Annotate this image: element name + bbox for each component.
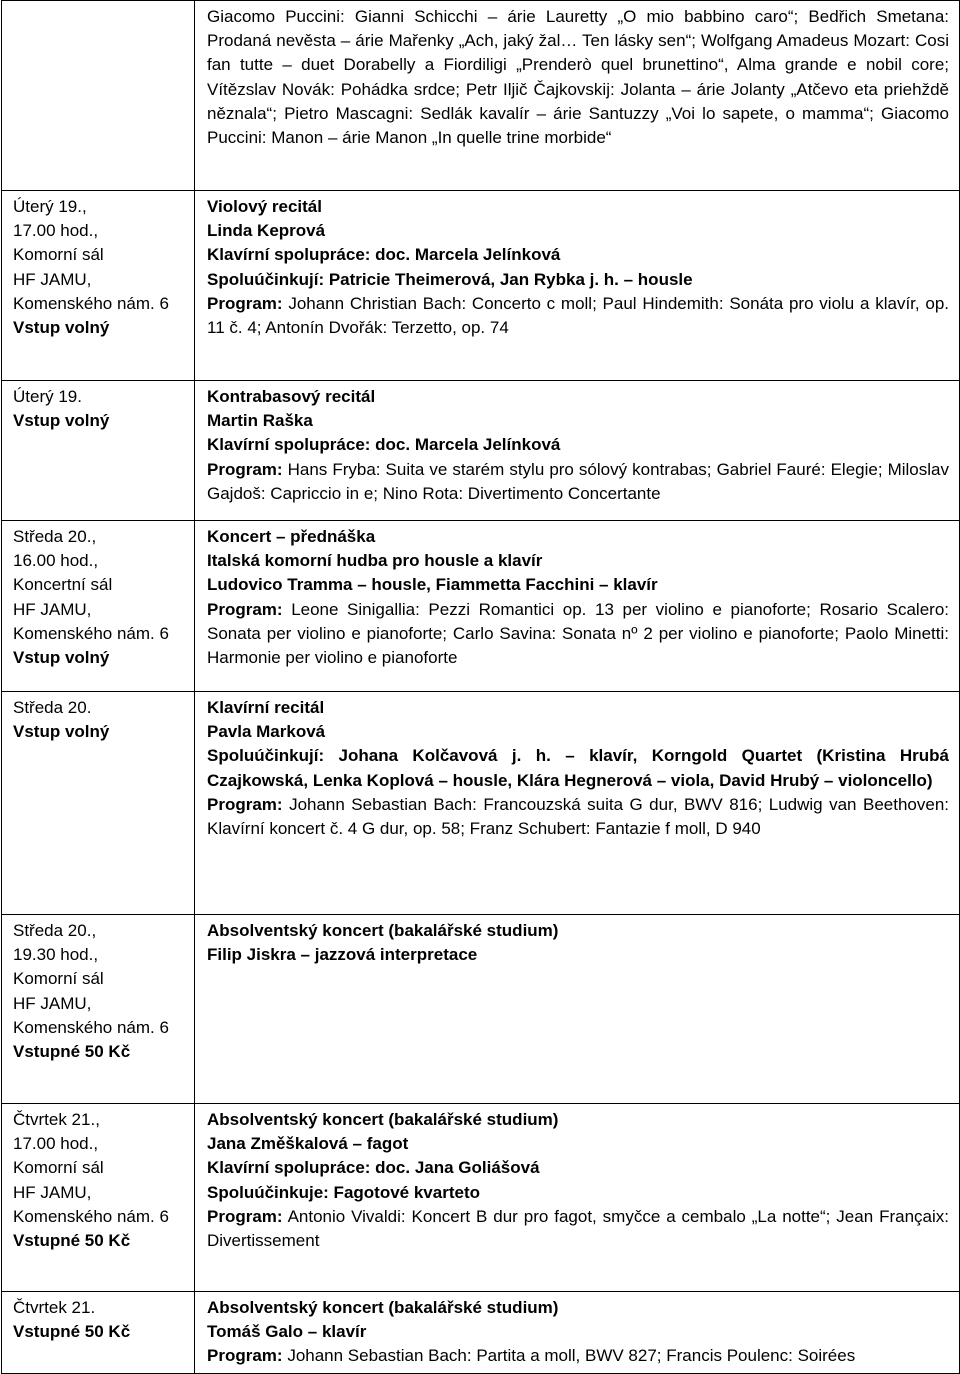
concert-schedule-table: [1, 0, 960, 1374]
performer-name: Martin Raška: [207, 411, 313, 431]
program-label: Program:: [207, 794, 283, 814]
program-label: Program:: [207, 599, 283, 619]
event-admission: Vstupné 50 Kč: [13, 1322, 131, 1342]
event-admission: Vstupné 50 Kč: [13, 1231, 131, 1251]
event-program: [207, 1205, 949, 1253]
event-admission: Vstupné 50 Kč: [13, 1042, 131, 1062]
piano-accompaniment: Klavírní spolupráce: doc. Jana Goliášová: [207, 1158, 540, 1178]
performer-name: Jana Změškalová – fagot: [207, 1134, 409, 1154]
schedule-row: [2, 692, 960, 915]
event-venue: HF JAMU,: [13, 1182, 92, 1202]
event-title: Kontrabasový recitál: [207, 387, 376, 406]
performer-name: Pavla Marková: [207, 722, 326, 742]
event-admission: Vstup volný: [13, 648, 110, 668]
event-hall: Komorní sál: [13, 245, 104, 265]
event-address: Komenského nám. 6: [13, 1206, 169, 1226]
event-info-cell: [2, 1292, 195, 1374]
event-venue: HF JAMU,: [13, 993, 92, 1013]
event-info-cell: [2, 915, 195, 1104]
schedule-row: [2, 915, 960, 1104]
program-label: Program:: [207, 1206, 283, 1226]
event-time: 17.00 hod.,: [13, 1134, 99, 1154]
event-venue: HF JAMU,: [13, 599, 92, 619]
event-details-cell: [195, 191, 960, 381]
program-text: Johann Sebastian Bach: Partita a moll, BWV 827; Francis Poulenc: Soirées: [287, 1346, 856, 1366]
event-details-cell: [195, 521, 960, 692]
event-program: [207, 793, 949, 841]
schedule-row: [2, 1292, 960, 1374]
event-subtitle: Italská komorní hudba pro housle a klavír: [207, 551, 543, 571]
schedule-row: [2, 521, 960, 692]
event-title: Absolventský koncert (bakalářské studium): [207, 1110, 559, 1129]
event-admission: Vstup volný: [13, 318, 110, 338]
event-date: Středa 20.,: [13, 527, 97, 546]
event-title: Absolventský koncert (bakalářské studium): [207, 1298, 559, 1317]
event-date: Čtvrtek 21.,: [13, 1110, 100, 1129]
program-label: Program:: [207, 1346, 283, 1366]
event-title: Absolventský koncert (bakalářské studium): [207, 921, 559, 940]
program-text: Hans Fryba: Suita ve starém stylu pro sólový kontrabas; Gabriel Fauré: Elegie; Miloslav Gajdoš: Capriccio in e; Nino Rota: Divertimento Concertante: [207, 459, 949, 503]
event-date: Čtvrtek 21.: [13, 1298, 96, 1317]
performer-name: Linda Keprová: [207, 221, 326, 241]
event-program: [207, 292, 949, 340]
event-details-cell: [195, 1292, 960, 1374]
event-details-cell: [195, 381, 960, 521]
program-label: Program:: [207, 459, 283, 479]
event-date: Středa 20.,: [13, 921, 97, 940]
program-text: Antonio Vivaldi: Koncert B dur pro fagot, smyčce a cembalo „La notte“; Jean Françaix: Divertissement: [207, 1206, 949, 1251]
piano-accompaniment: Klavírní spolupráce: doc. Marcela Jelínková: [207, 435, 561, 455]
event-hall: Koncertní sál: [13, 575, 113, 595]
event-info-cell: [2, 1104, 195, 1292]
event-date: Úterý 19.: [13, 387, 82, 406]
event-details-cell: [195, 1104, 960, 1292]
event-date: Středa 20.: [13, 698, 92, 717]
co-performers: Spoluúčinkují: Johana Kolčavová j. h. – klavír, Korngold Quartet (Kristina Hrubá Czajkowská, Lenka Koplová – housle, Klára Hegnerová – viola, David Hrubý – violoncello): [207, 746, 949, 790]
event-address: Komenského nám. 6: [13, 623, 169, 643]
performer-name: Tomáš Galo – klavír: [207, 1322, 367, 1342]
event-address: Komenského nám. 6: [13, 1017, 169, 1037]
program-continuation: Giacomo Puccini: Gianni Schicchi – árie Lauretty „O mio babbino caro“; Bedřich Smetana: Prodaná nevěsta – árie Mařenky „Ach, jaký žal… Ten lásky sen“; Wolfgang Amadeus Mozart: Cosi fan tutte – duet Dorabelly a Fiordiligi „Prenderò quel brunettino“, Alma grande e nobil core; Vítězslav Novák: Pohádka srdce; Petr Iljič Čajkovskij: Jolanta – árie Jolanty „Atčevo eta priehždě něznala“; Pietro Mascagni: Sedlák kavalír – árie Santuzzy „Voi lo sapete, o mamma“; Giacomo Puccini: Manon – árie Manon „In quelle trine morbide“: [207, 7, 949, 148]
event-details-cell: [195, 915, 960, 1104]
event-title: Klavírní recitál: [207, 698, 325, 717]
event-info-cell: [2, 191, 195, 381]
piano-accompaniment: Klavírní spolupráce: doc. Marcela Jelínková: [207, 245, 561, 265]
schedule-row: [2, 191, 960, 381]
event-admission: Vstup volný: [13, 722, 110, 742]
event-info-cell: [2, 1, 195, 191]
event-info-cell: [2, 381, 195, 521]
event-title: Koncert – přednáška: [207, 527, 376, 546]
event-venue: HF JAMU,: [13, 269, 92, 289]
schedule-row: [2, 1104, 960, 1292]
event-info-cell: [2, 692, 195, 915]
program-text: Johann Sebastian Bach: Francouzská suita G dur, BWV 816; Ludwig van Beethoven: Klavírní koncert č. 4 G dur, op. 58; Franz Schubert: Fantazie f moll, D 940: [207, 794, 949, 839]
co-performers: Spoluúčinkují: Patricie Theimerová, Jan Rybka j. h. – housle: [207, 269, 693, 289]
event-hall: Komorní sál: [13, 969, 104, 989]
schedule-row: [2, 1, 960, 191]
event-info-cell: [2, 521, 195, 692]
performer-name: Filip Jiskra – jazzová interpretace: [207, 945, 478, 965]
event-details-cell: [195, 692, 960, 915]
event-date: Úterý 19.,: [13, 197, 87, 216]
event-title: Violový recitál: [207, 197, 322, 216]
event-time: 19.30 hod.,: [13, 945, 99, 965]
event-program: [207, 1344, 949, 1368]
performer-names: Ludovico Tramma – housle, Fiammetta Facchini – klavír: [207, 575, 658, 595]
event-time: 17.00 hod.,: [13, 221, 99, 241]
event-hall: Komorní sál: [13, 1158, 104, 1178]
program-label: Program:: [207, 293, 283, 313]
schedule-row: [2, 381, 960, 521]
program-text: Johann Christian Bach: Concerto c moll; Paul Hindemith: Sonáta pro violu a klavír, op. 11 č. 4; Antonín Dvořák: Terzetto, op. 74: [207, 293, 949, 338]
co-performers: Spoluúčinkuje: Fagotové kvarteto: [207, 1182, 480, 1202]
event-time: 16.00 hod.,: [13, 551, 99, 571]
event-details-cell: [195, 1, 960, 191]
event-program: [207, 458, 949, 506]
event-program: [207, 598, 949, 671]
event-admission: Vstup volný: [13, 411, 110, 431]
program-text: Leone Sinigallia: Pezzi Romantici op. 13 per violino e pianoforte; Rosario Scalero: Sonata per violino e pianoforte; Carlo Savina: Sonata nº 2 per violino e pianoforte; Paolo Minetti: Harmonie per violino e pianoforte: [207, 599, 949, 668]
event-address: Komenského nám. 6: [13, 293, 169, 313]
